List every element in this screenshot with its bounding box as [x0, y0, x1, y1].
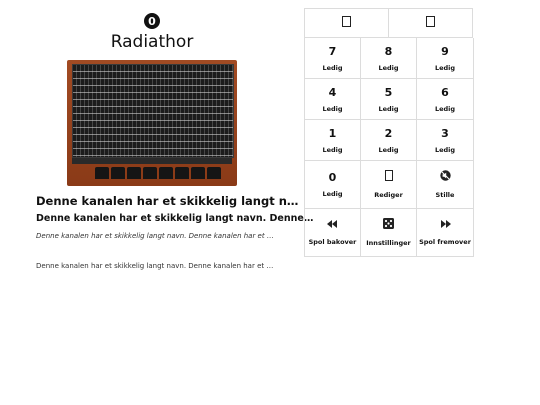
preset-grid	[304, 38, 473, 257]
channel-description-italic: Denne kanalen har et skikkelig langt navn. Denne kanalen har et …	[36, 232, 274, 240]
forward-button[interactable]: Spol fremover	[417, 209, 474, 257]
preset-button-7[interactable]: 7 Ledig	[305, 38, 361, 79]
preset-button-6[interactable]: 6 Ledig	[417, 79, 474, 120]
fast-forward-icon	[440, 219, 451, 232]
preset-button-8[interactable]: 8 Ledig	[361, 38, 417, 79]
radio-dial	[72, 64, 234, 158]
app-title: Radiathor	[110, 32, 194, 52]
mute-icon	[440, 170, 451, 185]
settings-button[interactable]: Innstillinger	[361, 209, 417, 257]
preset-button-2[interactable]: 2 Ledig	[361, 120, 417, 161]
previous-icon	[342, 16, 351, 30]
preset-button-1[interactable]: 1 Ledig	[305, 120, 361, 161]
mute-button[interactable]: Stille	[417, 161, 474, 209]
edit-icon	[385, 170, 393, 185]
rewind-icon	[327, 219, 338, 232]
channel-subtitle: Denne kanalen har et skikkelig langt navn. Denne…	[36, 213, 314, 224]
edit-button[interactable]: Rediger	[361, 161, 417, 209]
remote-control-panel	[304, 8, 473, 257]
channel-number-badge: 0	[144, 13, 160, 29]
next-icon	[426, 16, 435, 30]
previous-button[interactable]	[305, 9, 388, 37]
rewind-button[interactable]: Spol bakover	[305, 209, 361, 257]
next-button[interactable]	[388, 9, 472, 37]
preset-button-9[interactable]: 9 Ledig	[417, 38, 474, 79]
channel-description: Denne kanalen har et skikkelig langt navn. Denne kanalen har et …	[36, 262, 274, 270]
preset-button-4[interactable]: 4 Ledig	[305, 79, 361, 120]
channel-name: Denne kanalen har et skikkelig langt n…	[36, 194, 299, 208]
radio-image	[67, 60, 237, 186]
dice-icon	[383, 218, 394, 233]
preset-button-3[interactable]: 3 Ledig	[417, 120, 474, 161]
preset-button-0[interactable]: 0 Ledig	[305, 161, 361, 209]
preset-button-5[interactable]: 5 Ledig	[361, 79, 417, 120]
